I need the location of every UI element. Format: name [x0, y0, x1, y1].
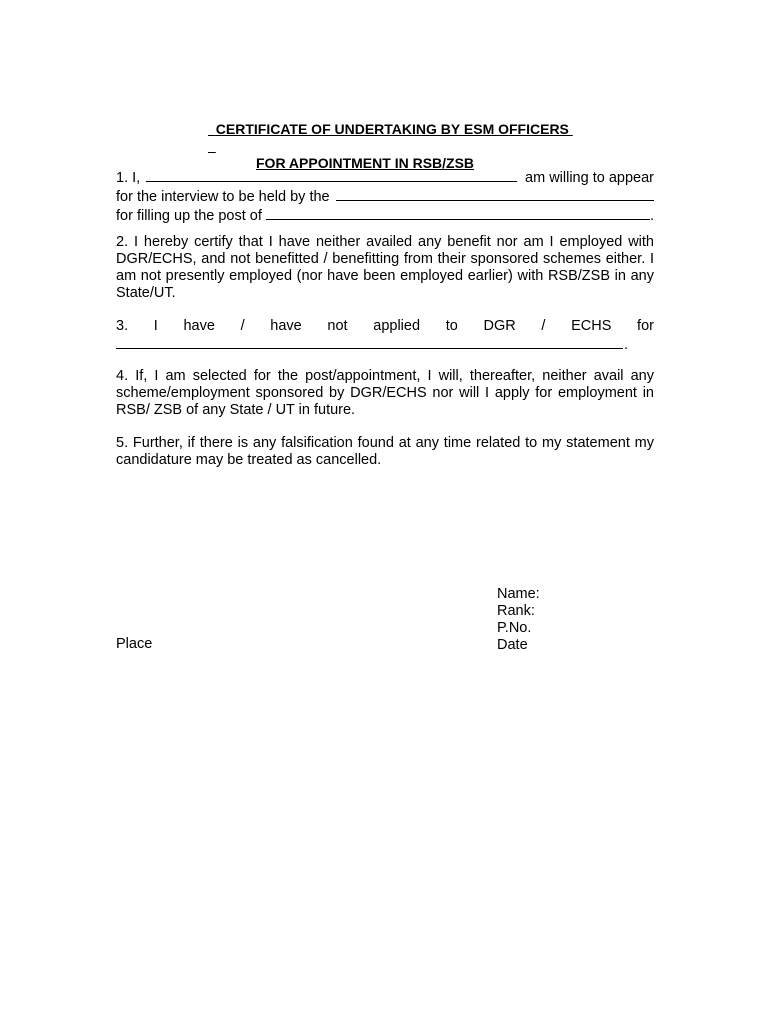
paragraph-3-line-1 — [116, 318, 654, 335]
rank-label: Rank: — [497, 603, 535, 619]
dgr-echs-blank-field[interactable] — [116, 335, 623, 349]
paragraph-3 — [116, 318, 654, 354]
title-line-2: FOR APPOINTMENT IN RSB/ZSB — [256, 155, 475, 171]
place-label: Place — [116, 636, 153, 652]
paragraph-3-word: not — [327, 318, 348, 334]
paragraph-3-word: to — [445, 318, 458, 334]
post-blank-field[interactable] — [266, 206, 650, 220]
paragraph-1-line-3-end: . — [649, 208, 654, 224]
title-line-1: CERTIFICATE OF UNDERTAKING BY ESM OFFICERS — [215, 121, 573, 137]
signature-block — [497, 586, 540, 654]
paragraph-3-word: applied — [373, 318, 421, 334]
interview-authority-blank-field[interactable] — [336, 187, 654, 201]
paragraph-5: 5. Further, if there is any falsification found at any time related to my statement my candidature may be treated as cancelled. — [116, 435, 654, 468]
paragraph-1-line-2-text: for the interview to be held by the — [116, 189, 330, 205]
paragraph-1-line-2 — [116, 187, 654, 206]
paragraph-1-prefix: 1. I, — [116, 170, 141, 186]
paragraph-1-line-3 — [116, 206, 654, 225]
paragraph-3-word: have — [270, 318, 302, 334]
paragraph-1-line-3-text: for filling up the post of — [116, 208, 262, 224]
paragraph-1-suffix: am willing to appear — [525, 170, 654, 186]
paragraph-4: 4. If, I am selected for the post/appointment, I will, thereafter, neither avail any scheme/employment sponsored by DGR/ECHS nor will I apply for employment in RSB/ ZSB of any State / UT in future. — [116, 368, 654, 418]
name-blank-field[interactable] — [146, 168, 517, 182]
paragraph-2: 2. I hereby certify that I have neither availed any benefit nor am I employed with DGR/ECHS, and not benefitted / benefitting from their sponsored schemes either. I am not presently employed (nor have been employed earlier) with RSB/ZSB in any State/UT. — [116, 234, 654, 301]
paragraph-1 — [116, 168, 654, 225]
pno-label: P.No. — [497, 620, 532, 636]
paragraph-3-word: 3. — [116, 318, 129, 334]
paragraph-3-word: DGR — [483, 318, 516, 334]
paragraph-3-end: . — [623, 337, 628, 353]
paragraph-1-line-1 — [116, 168, 654, 187]
paragraph-3-line-2 — [116, 335, 628, 354]
paragraph-3-word: / — [541, 318, 546, 334]
name-label: Name: — [497, 586, 540, 602]
paragraph-3-word: for — [637, 318, 654, 334]
paragraph-3-word: / — [240, 318, 245, 334]
paragraph-3-word: I — [153, 318, 158, 334]
paragraph-3-word: have — [183, 318, 215, 334]
paragraph-3-word: ECHS — [571, 318, 612, 334]
date-label: Date — [497, 637, 528, 653]
